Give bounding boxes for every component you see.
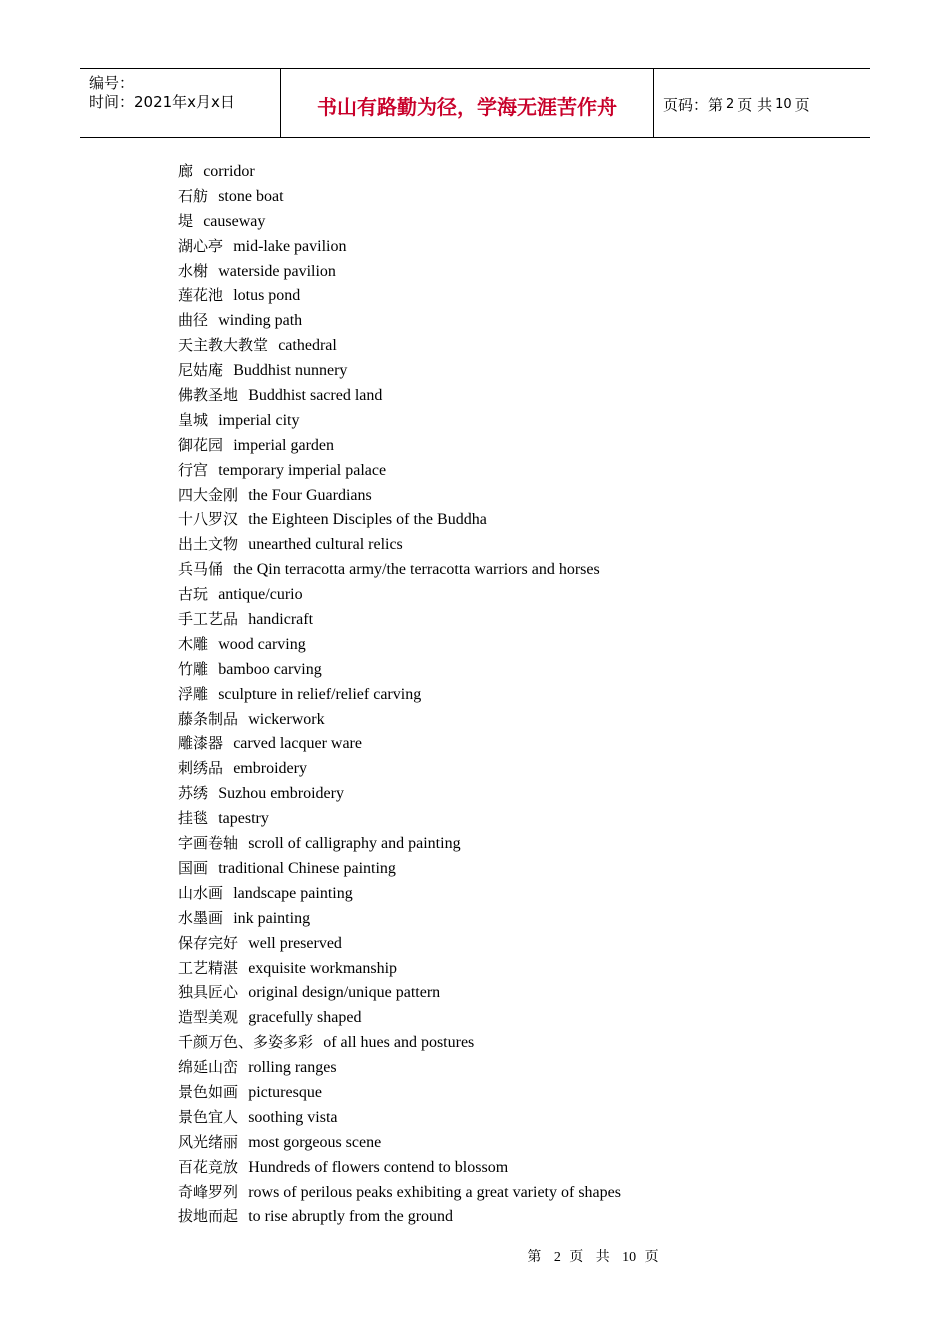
glossary-entry xyxy=(178,1180,621,1205)
glossary-term-chinese: 天主教大教堂 xyxy=(178,336,269,355)
document-date-label: 时间：2021年x月x日 xyxy=(89,93,235,111)
footer-mid: 页 共 xyxy=(569,1249,614,1265)
glossary-term-chinese: 独具匠心 xyxy=(178,983,239,1002)
document-number-label: 编号： xyxy=(89,74,135,92)
glossary-term-chinese: 千颜万色、多姿多彩 xyxy=(178,1033,314,1052)
glossary-term-english: soothing vista xyxy=(248,1108,338,1126)
glossary-term-chinese: 百花竞放 xyxy=(178,1157,239,1176)
glossary-term-chinese: 挂毯 xyxy=(178,809,209,828)
glossary-entry xyxy=(178,1204,621,1229)
glossary-term-english: handicraft xyxy=(248,611,314,629)
glossary-entry xyxy=(178,731,621,756)
glossary-entry xyxy=(178,806,621,831)
glossary-term-english: the Qin terracotta army/the terracotta warriors and horses xyxy=(233,561,600,579)
glossary-entry xyxy=(178,234,621,259)
glossary-term-english: wood carving xyxy=(218,635,306,653)
glossary-term-chinese: 水榭 xyxy=(178,261,209,280)
glossary-term-english: Hundreds of flowers contend to blossom xyxy=(248,1158,509,1176)
glossary-term-english: most gorgeous scene xyxy=(248,1133,382,1151)
header-page-prefix: 页码：第 xyxy=(663,95,724,114)
glossary-term-english: winding path xyxy=(218,312,303,330)
glossary-entry xyxy=(178,1080,621,1105)
glossary-entry xyxy=(178,980,621,1005)
glossary-entry xyxy=(178,682,621,707)
glossary-term-chinese: 出土文物 xyxy=(178,535,239,554)
header-page-current: 2 xyxy=(726,96,735,112)
glossary-term-english: lotus pond xyxy=(233,287,301,305)
glossary-term-english: antique/curio xyxy=(218,586,303,604)
glossary-term-chinese: 景色如画 xyxy=(178,1082,239,1101)
header-motto: 书山有路勤为径，学海无涯苦作舟 xyxy=(281,69,654,137)
glossary-entry xyxy=(178,532,621,557)
glossary-term-english: traditional Chinese painting xyxy=(218,859,396,877)
glossary-term-english: carved lacquer ware xyxy=(233,735,362,753)
glossary-list xyxy=(178,159,621,1229)
glossary-entry xyxy=(178,433,621,458)
glossary-term-english: exquisite workmanship xyxy=(248,959,398,977)
glossary-entry xyxy=(178,358,621,383)
glossary-entry xyxy=(178,856,621,881)
glossary-term-chinese: 竹雕 xyxy=(178,659,209,678)
glossary-term-chinese: 古玩 xyxy=(178,585,209,604)
glossary-entry xyxy=(178,657,621,682)
glossary-term-chinese: 水墨画 xyxy=(178,908,224,927)
header-page-total: 10 xyxy=(775,96,792,112)
glossary-entry xyxy=(178,308,621,333)
glossary-entry xyxy=(178,383,621,408)
glossary-entry xyxy=(178,333,621,358)
glossary-term-english: rows of perilous peaks exhibiting a great variety of shapes xyxy=(248,1183,621,1201)
glossary-entry xyxy=(178,831,621,856)
glossary-term-english: imperial garden xyxy=(233,436,335,454)
footer-prefix: 第 xyxy=(527,1249,546,1265)
glossary-term-english: the Eighteen Disciples of the Buddha xyxy=(248,511,487,529)
glossary-term-chinese: 行宫 xyxy=(178,460,209,479)
glossary-term-english: Buddhist sacred land xyxy=(248,387,383,405)
glossary-term-chinese: 手工艺品 xyxy=(178,610,239,629)
glossary-entry xyxy=(178,458,621,483)
glossary-term-english: rolling ranges xyxy=(248,1059,337,1077)
glossary-entry xyxy=(178,408,621,433)
glossary-term-chinese: 字画卷轴 xyxy=(178,834,239,853)
footer-current: 2 xyxy=(553,1250,561,1265)
footer-total: 10 xyxy=(622,1250,637,1265)
glossary-term-chinese: 廊 xyxy=(178,162,194,180)
glossary-term-chinese: 堤 xyxy=(178,211,194,230)
glossary-entry xyxy=(178,259,621,284)
glossary-entry xyxy=(178,632,621,657)
glossary-term-chinese: 莲花池 xyxy=(178,286,224,305)
glossary-term-english: Suzhou embroidery xyxy=(218,785,344,803)
glossary-entry xyxy=(178,781,621,806)
glossary-entry xyxy=(178,1105,621,1130)
glossary-entry xyxy=(178,507,621,532)
glossary-term-english: temporary imperial palace xyxy=(218,461,387,479)
glossary-entry xyxy=(178,483,621,508)
glossary-entry xyxy=(178,1030,621,1055)
glossary-term-english: cathedral xyxy=(278,337,337,355)
glossary-term-chinese: 尼姑庵 xyxy=(178,361,224,380)
glossary-term-english: stone boat xyxy=(218,187,284,205)
glossary-term-english: Buddhist nunnery xyxy=(233,362,348,380)
glossary-entry xyxy=(178,1130,621,1155)
glossary-term-chinese: 湖心亭 xyxy=(178,236,224,255)
glossary-entry xyxy=(178,1055,621,1080)
glossary-term-english: scroll of calligraphy and painting xyxy=(248,835,461,853)
glossary-term-chinese: 刺绣品 xyxy=(178,759,224,778)
glossary-term-chinese: 风光绪丽 xyxy=(178,1132,239,1151)
glossary-entry xyxy=(178,881,621,906)
glossary-term-english: gracefully shaped xyxy=(248,1009,362,1027)
glossary-entry xyxy=(178,159,621,184)
glossary-term-english: ink painting xyxy=(233,909,311,927)
glossary-term-chinese: 雕漆器 xyxy=(178,734,224,753)
glossary-entry xyxy=(178,1155,621,1180)
glossary-term-english: waterside pavilion xyxy=(218,262,336,280)
glossary-term-english: causeway xyxy=(203,212,266,230)
glossary-entry xyxy=(178,184,621,209)
glossary-term-english: of all hues and postures xyxy=(323,1034,475,1052)
glossary-term-chinese: 御花园 xyxy=(178,435,224,454)
glossary-term-english: picturesque xyxy=(248,1083,322,1101)
glossary-entry xyxy=(178,1005,621,1030)
glossary-entry xyxy=(178,209,621,234)
glossary-term-english: to rise abruptly from the ground xyxy=(248,1208,454,1226)
glossary-term-english: imperial city xyxy=(218,411,300,429)
glossary-term-chinese: 佛教圣地 xyxy=(178,386,239,405)
glossary-term-chinese: 国画 xyxy=(178,858,209,877)
glossary-entry xyxy=(178,756,621,781)
header-page-info xyxy=(654,69,870,137)
glossary-term-chinese: 拔地而起 xyxy=(178,1207,239,1226)
glossary-term-chinese: 石舫 xyxy=(178,186,209,205)
glossary-term-english: embroidery xyxy=(233,760,307,778)
glossary-term-english: mid-lake pavilion xyxy=(233,237,347,255)
glossary-term-chinese: 山水画 xyxy=(178,883,224,902)
glossary-term-chinese: 木雕 xyxy=(178,634,209,653)
glossary-entry xyxy=(178,607,621,632)
glossary-term-chinese: 奇峰罗列 xyxy=(178,1182,239,1201)
glossary-term-english: wickerwork xyxy=(248,710,325,728)
glossary-term-chinese: 皇城 xyxy=(178,410,209,429)
glossary-entry xyxy=(178,931,621,956)
glossary-term-chinese: 曲径 xyxy=(178,311,209,330)
glossary-term-english: well preserved xyxy=(248,934,342,952)
glossary-entry xyxy=(178,582,621,607)
glossary-term-english: original design/unique pattern xyxy=(248,984,441,1002)
glossary-term-chinese: 四大金刚 xyxy=(178,485,239,504)
glossary-term-english: corridor xyxy=(203,163,255,180)
glossary-term-chinese: 工艺精湛 xyxy=(178,958,239,977)
glossary-entry xyxy=(178,283,621,308)
header-meta-cell xyxy=(80,69,281,137)
glossary-term-english: tapestry xyxy=(218,810,269,828)
glossary-entry xyxy=(178,956,621,981)
glossary-term-english: landscape painting xyxy=(233,884,353,902)
glossary-term-chinese: 兵马俑 xyxy=(178,560,224,579)
glossary-term-english: the Four Guardians xyxy=(248,486,372,504)
footer-suffix: 页 xyxy=(644,1249,663,1265)
glossary-term-chinese: 藤条制品 xyxy=(178,709,239,728)
glossary-entry xyxy=(178,707,621,732)
page-footer xyxy=(0,1246,950,1266)
glossary-term-english: sculpture in relief/relief carving xyxy=(218,685,422,703)
header-page-mid: 页 共 xyxy=(737,95,773,114)
glossary-term-english: bamboo carving xyxy=(218,660,322,678)
glossary-term-chinese: 绵延山峦 xyxy=(178,1058,239,1077)
glossary-entry xyxy=(178,557,621,582)
glossary-term-chinese: 苏绣 xyxy=(178,784,209,803)
header-page-suffix: 页 xyxy=(794,95,810,114)
glossary-term-chinese: 浮雕 xyxy=(178,684,209,703)
glossary-term-chinese: 造型美观 xyxy=(178,1008,239,1027)
glossary-term-chinese: 保存完好 xyxy=(178,933,239,952)
page-header xyxy=(80,68,870,138)
glossary-entry xyxy=(178,906,621,931)
glossary-term-chinese: 景色宜人 xyxy=(178,1107,239,1126)
glossary-term-chinese: 十八罗汉 xyxy=(178,510,239,529)
glossary-term-english: unearthed cultural relics xyxy=(248,536,403,554)
